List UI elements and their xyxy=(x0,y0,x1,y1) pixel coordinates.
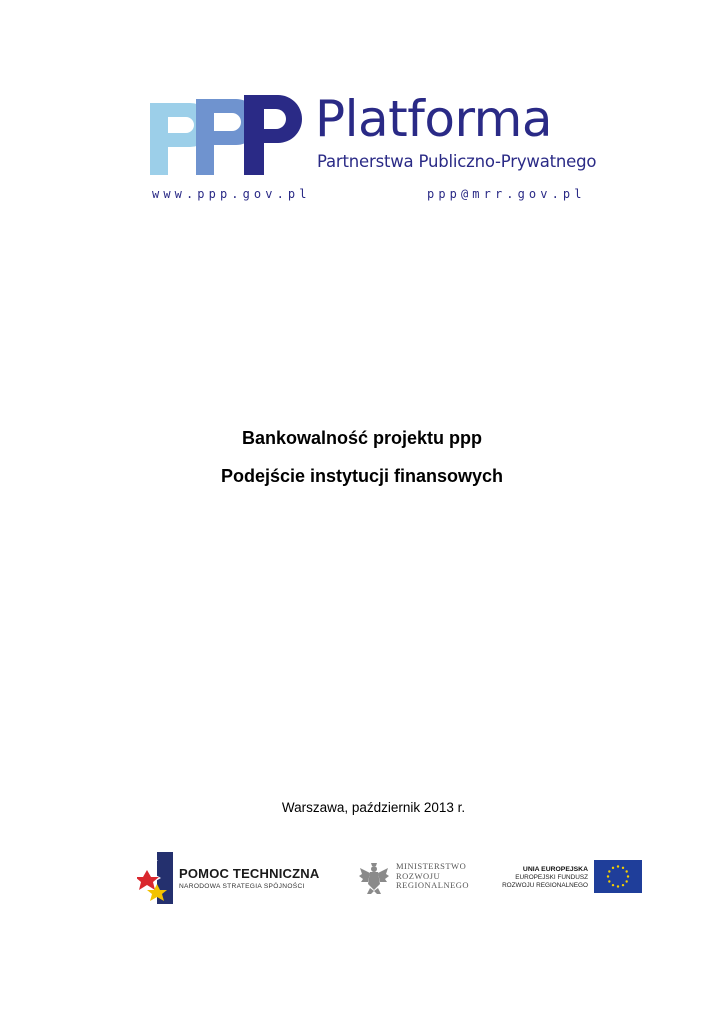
eu-text xyxy=(502,865,588,890)
email-link[interactable]: ppp@mrr.gov.pl xyxy=(427,187,586,201)
pomoc-techniczna-subtitle: NARODOWA STRATEGIA SPÓJNOŚCI xyxy=(179,883,305,890)
ministry-name xyxy=(396,862,469,891)
eu-star-icon xyxy=(625,880,627,882)
eu-star-icon xyxy=(612,867,614,869)
ministry-line-3: REGIONALNEGO xyxy=(396,880,470,890)
ministry-line-1: MINISTERSTWO xyxy=(396,861,467,871)
eu-star-icon xyxy=(625,870,627,872)
ppp-letters-logo-icon xyxy=(150,95,302,177)
document-subtitle: Podejście instytucji finansowych xyxy=(220,466,504,486)
brand-subtitle: Partnerstwa Publiczno-Prywatnego xyxy=(317,152,597,171)
ppp-platform-logo xyxy=(150,90,600,205)
eu-star-icon xyxy=(622,884,624,886)
eu-fund-line-1: EUROPEJSKI FUNDUSZ xyxy=(515,874,588,881)
nss-emblem-icon xyxy=(137,850,173,906)
website-link[interactable]: www.ppp.gov.pl xyxy=(152,187,311,201)
eu-star-icon xyxy=(622,867,624,869)
eu-star-icon xyxy=(608,880,610,882)
eu-star-icon xyxy=(617,865,619,867)
eu-star-icon xyxy=(617,885,619,887)
pomoc-techniczna-logo xyxy=(137,850,327,906)
footer-logos xyxy=(0,850,724,910)
eu-logo xyxy=(500,860,645,900)
document-title: Bankowalność projektu ppp xyxy=(241,428,483,448)
ministry-logo xyxy=(358,860,478,900)
eu-star-icon xyxy=(627,875,629,877)
ministry-line-2: ROZWOJU xyxy=(396,870,441,881)
eu-fund-line-2: ROZWOJU REGIONALNEGO xyxy=(502,882,588,889)
pomoc-techniczna-name: POMOC TECHNICZNA xyxy=(179,866,320,881)
brand-title: Platforma xyxy=(315,90,553,148)
place-date: Warszawa, październik 2013 r. xyxy=(281,800,466,815)
eu-flag-icon xyxy=(594,860,642,893)
eu-title: UNIA EUROPEJSKA xyxy=(522,866,588,873)
eu-star-icon xyxy=(608,870,610,872)
polish-eagle-icon xyxy=(358,860,390,896)
eu-star-icon xyxy=(607,875,609,877)
eu-star-icon xyxy=(612,884,614,886)
